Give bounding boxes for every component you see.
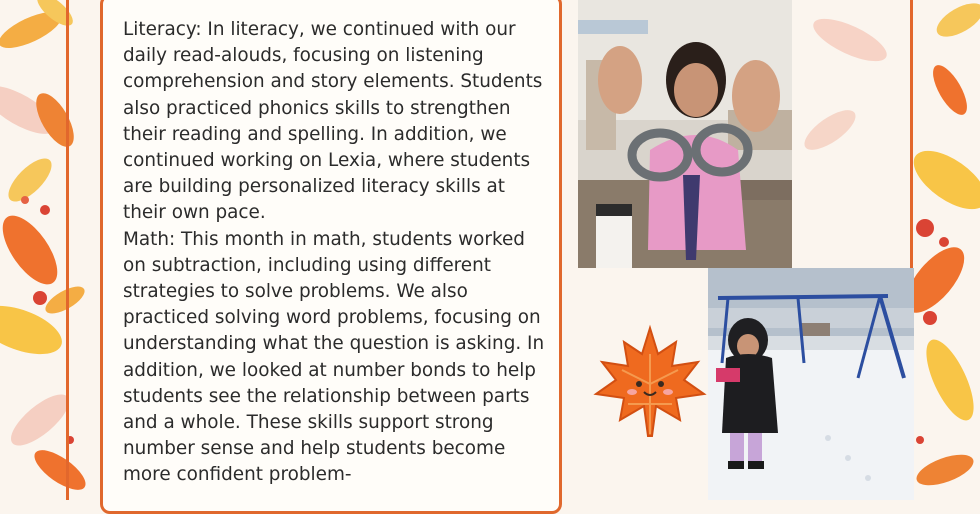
newsletter-body (123, 17, 548, 489)
student-in-snowy-playground-photo (708, 268, 914, 500)
newsletter-text-card (100, 0, 562, 514)
student-holding-scissors-photo (578, 0, 792, 268)
frame-line-left (66, 0, 69, 500)
smiling-maple-leaf-icon (592, 324, 708, 440)
literacy-paragraph: Literacy: In literacy, we continued with our daily read-alouds, focusing on listening comprehension and story elements. Students also practiced phonics skills to strengthen their reading and spelling. In addition, we continued working on Lexia, where students are building personalized literacy skills at their own pace. (123, 19, 543, 224)
math-paragraph: Math: This month in math, students worked on subtraction, including using different strategies to solve problems. We also practiced solving word problems, focusing on understanding what the question is asking. In addition, we looked at number bonds to help students see the relationship between parts and a whole. These skills support strong number sense and help students become more confident problem- (123, 228, 545, 486)
